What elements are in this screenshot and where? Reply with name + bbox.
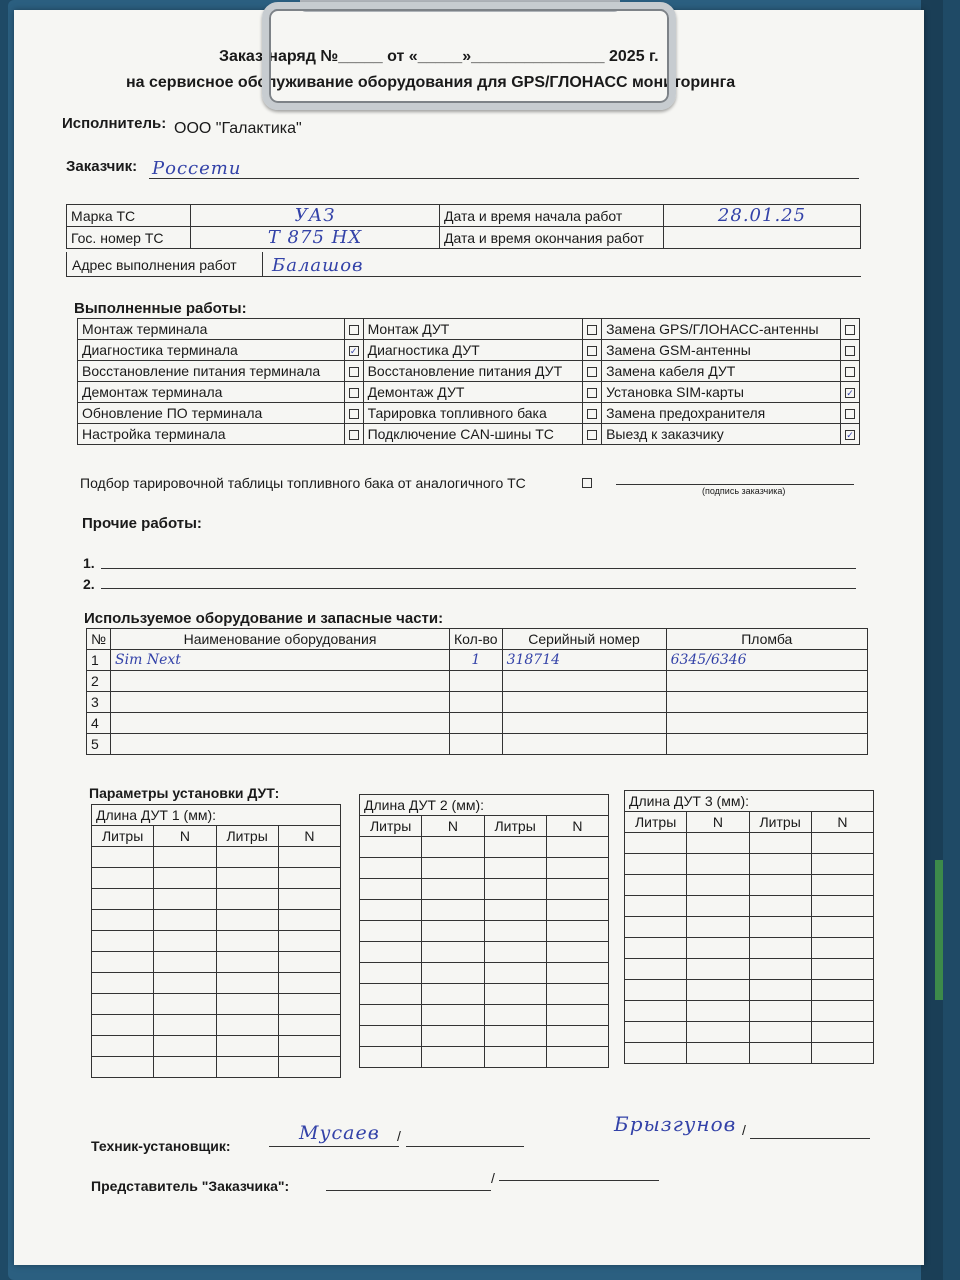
dut-cell[interactable] xyxy=(92,1036,154,1057)
background-object xyxy=(935,860,943,1000)
dut-cell[interactable] xyxy=(216,931,278,952)
dut-cell[interactable] xyxy=(625,833,687,854)
dut-cell[interactable] xyxy=(749,854,811,875)
dut-table xyxy=(624,790,874,1064)
work-item-checkbox-cell xyxy=(841,403,860,424)
work-item-checkbox[interactable] xyxy=(349,325,359,335)
dut-cell[interactable] xyxy=(484,942,546,963)
eq-header-seal: Пломба xyxy=(666,629,867,650)
dut-col-header: Литры xyxy=(749,812,811,833)
dut-cell[interactable] xyxy=(278,994,340,1015)
work-item-checkbox[interactable] xyxy=(349,430,359,440)
dut-table xyxy=(91,804,341,1078)
dut-cell[interactable] xyxy=(360,1026,422,1047)
dut-cell[interactable] xyxy=(811,980,873,1001)
tech-sig-line-3 xyxy=(750,1138,870,1139)
slash-3: / xyxy=(491,1170,495,1186)
dut-col-header: Литры xyxy=(92,826,154,847)
dut-cell[interactable] xyxy=(484,963,546,984)
dut-cell[interactable] xyxy=(749,980,811,1001)
customer-signature-line xyxy=(616,484,854,485)
eq-cell-name xyxy=(111,692,450,713)
dut-cell[interactable] xyxy=(625,938,687,959)
dut-cell[interactable] xyxy=(811,1001,873,1022)
dut-cell[interactable] xyxy=(811,1022,873,1043)
start-label: Дата и время начала работ xyxy=(440,205,664,227)
dut-cell[interactable] xyxy=(92,931,154,952)
dut-cell[interactable] xyxy=(546,984,608,1005)
other-work-1-number: 1. xyxy=(83,555,95,571)
tank-table-checkbox[interactable] xyxy=(582,478,592,488)
eq-header-no: № xyxy=(87,629,111,650)
work-item-label: Выезд к заказчику xyxy=(602,424,841,445)
dut-cell[interactable] xyxy=(687,938,749,959)
dut-cell[interactable] xyxy=(749,917,811,938)
work-item-checkbox[interactable] xyxy=(349,367,359,377)
dut-cell[interactable] xyxy=(484,1047,546,1068)
plate-value: Т 875 НХ xyxy=(267,227,363,248)
work-item-checkbox-cell xyxy=(344,361,363,382)
dut-cell[interactable] xyxy=(278,952,340,973)
dut-cell[interactable] xyxy=(625,854,687,875)
dut-col-header: N xyxy=(154,826,216,847)
eq-cell-seal: 6345/6346 xyxy=(666,650,867,671)
dut-cell[interactable] xyxy=(216,889,278,910)
technician-signature-2: Брызгунов xyxy=(614,1112,737,1136)
dut-cell[interactable] xyxy=(546,942,608,963)
dut-cell[interactable] xyxy=(625,1001,687,1022)
customer-rep-label: Представитель "Заказчика": xyxy=(91,1178,290,1194)
dut-cell[interactable] xyxy=(811,1043,873,1064)
dut-cell[interactable] xyxy=(216,910,278,931)
dut-cell[interactable] xyxy=(422,900,484,921)
dut-cell[interactable] xyxy=(687,959,749,980)
dut-cell[interactable] xyxy=(278,889,340,910)
eq-cell-seal xyxy=(666,692,867,713)
equipment-title: Используемое оборудование и запасные части: xyxy=(84,610,444,627)
work-order-sheet xyxy=(14,10,924,1265)
dut-cell[interactable] xyxy=(216,952,278,973)
vehicle-table xyxy=(66,204,861,249)
dut-cell[interactable] xyxy=(811,896,873,917)
dut-cell[interactable] xyxy=(687,1043,749,1064)
signature-caption: (подпись заказчика) xyxy=(702,486,786,496)
work-item-label: Демонтаж ДУТ xyxy=(363,382,583,403)
eq-cell-name xyxy=(111,713,450,734)
tank-table-label: Подбор тарировочной таблицы топливного бака от аналогичного ТС xyxy=(80,475,526,491)
dut-cell[interactable] xyxy=(749,1022,811,1043)
dut-cell[interactable] xyxy=(546,963,608,984)
work-item-checkbox-cell xyxy=(583,319,602,340)
work-item-checkbox-cell xyxy=(841,382,860,403)
dut-cell[interactable] xyxy=(422,837,484,858)
dut-cell[interactable] xyxy=(154,889,216,910)
doc-title-line2: на сервисное обслуживание оборудования для GPS/ГЛОНАСС мониторинга xyxy=(126,74,736,91)
dut-cell[interactable] xyxy=(154,1015,216,1036)
dut-length-label: Длина ДУТ 1 (мм): xyxy=(92,805,341,826)
dut-cell[interactable] xyxy=(216,868,278,889)
dut-cell[interactable] xyxy=(92,868,154,889)
executor-value: ООО "Галактика" xyxy=(174,120,302,137)
other-work-1-line xyxy=(101,568,856,569)
customer-label: Заказчик: xyxy=(66,158,138,175)
dut-cell[interactable] xyxy=(360,1047,422,1068)
dut-cell[interactable] xyxy=(687,833,749,854)
dut-col-header: N xyxy=(687,812,749,833)
end-label: Дата и время окончания работ xyxy=(440,227,664,249)
work-item-checkbox[interactable]: ✓ xyxy=(846,388,854,399)
eq-cell-serial xyxy=(502,734,666,755)
dut-cell[interactable] xyxy=(278,847,340,868)
work-item-checkbox-cell xyxy=(841,361,860,382)
dut-cell[interactable] xyxy=(422,984,484,1005)
work-item-label: Замена GSM-антенны xyxy=(602,340,841,361)
work-item-label: Замена предохранителя xyxy=(602,403,841,424)
dut-cell[interactable] xyxy=(484,900,546,921)
work-item-checkbox[interactable] xyxy=(349,409,359,419)
dut-cell[interactable] xyxy=(154,994,216,1015)
dut-cell[interactable] xyxy=(216,1015,278,1036)
dut-cell[interactable] xyxy=(92,952,154,973)
dut-cell[interactable] xyxy=(360,921,422,942)
dut-cell[interactable] xyxy=(422,963,484,984)
dut-cell[interactable] xyxy=(154,847,216,868)
address-underline xyxy=(66,276,861,277)
dut-cell[interactable] xyxy=(546,1005,608,1026)
dut-cell[interactable] xyxy=(422,1047,484,1068)
dut-cell[interactable] xyxy=(92,910,154,931)
work-item-checkbox[interactable] xyxy=(587,346,597,356)
work-item-checkbox-cell xyxy=(583,403,602,424)
eq-cell-seal xyxy=(666,671,867,692)
dut-cell[interactable] xyxy=(422,879,484,900)
dut-cell[interactable] xyxy=(278,1036,340,1057)
eq-cell-no: 5 xyxy=(87,734,111,755)
work-item-checkbox-cell xyxy=(841,424,860,445)
dut-cell[interactable] xyxy=(360,963,422,984)
dut-cell[interactable] xyxy=(811,833,873,854)
dut-cell[interactable] xyxy=(92,1057,154,1078)
work-item-label: Восстановление питания терминала xyxy=(78,361,345,382)
work-item-checkbox[interactable] xyxy=(845,367,855,377)
dut-cell[interactable] xyxy=(546,879,608,900)
work-item-checkbox-cell xyxy=(841,319,860,340)
eq-cell-no: 3 xyxy=(87,692,111,713)
eq-cell-name: Sim Next xyxy=(111,650,450,671)
dut-cell[interactable] xyxy=(216,847,278,868)
other-works-title: Прочие работы: xyxy=(82,515,202,532)
dut-cell[interactable] xyxy=(278,931,340,952)
work-item-checkbox[interactable]: ✓ xyxy=(846,430,854,441)
dut-cell[interactable] xyxy=(360,900,422,921)
eq-cell-no: 4 xyxy=(87,713,111,734)
dut-cell[interactable] xyxy=(811,938,873,959)
eq-header-serial: Серийный номер xyxy=(502,629,666,650)
dut-col-header: Литры xyxy=(625,812,687,833)
eq-cell-name xyxy=(111,671,450,692)
tech-sig-line-1 xyxy=(269,1146,399,1147)
work-item-checkbox-cell xyxy=(583,340,602,361)
eq-cell-seal xyxy=(666,734,867,755)
dut-cell[interactable] xyxy=(92,973,154,994)
work-item-label: Замена кабеля ДУТ xyxy=(602,361,841,382)
dut-cell[interactable] xyxy=(687,896,749,917)
dut-cell[interactable] xyxy=(625,1043,687,1064)
work-item-checkbox[interactable] xyxy=(587,388,597,398)
eq-cell-serial xyxy=(502,713,666,734)
dut-cell[interactable] xyxy=(422,942,484,963)
dut-cell[interactable] xyxy=(422,858,484,879)
dut-cell[interactable] xyxy=(484,984,546,1005)
dut-cell[interactable] xyxy=(278,868,340,889)
other-work-2-number: 2. xyxy=(83,576,95,592)
dut-length-label: Длина ДУТ 3 (мм): xyxy=(625,791,874,812)
dut-cell[interactable] xyxy=(687,980,749,1001)
eq-cell-name xyxy=(111,734,450,755)
dut-cell[interactable] xyxy=(546,858,608,879)
work-item-checkbox[interactable] xyxy=(845,346,855,356)
eq-cell-qty xyxy=(450,713,503,734)
dut-cell[interactable] xyxy=(811,917,873,938)
dut-cell[interactable] xyxy=(484,921,546,942)
dut-cell[interactable] xyxy=(278,910,340,931)
dut-cell[interactable] xyxy=(92,847,154,868)
work-item-checkbox[interactable] xyxy=(349,388,359,398)
dut-cell[interactable] xyxy=(625,896,687,917)
dut-cell[interactable] xyxy=(154,1057,216,1078)
dut-col-header: N xyxy=(422,816,484,837)
address-value: Балашов xyxy=(272,255,364,276)
dut-cell[interactable] xyxy=(546,1026,608,1047)
work-item-checkbox-cell xyxy=(344,403,363,424)
customer-value: Россети xyxy=(152,158,242,179)
clipboard-edge xyxy=(921,0,943,1280)
dut-cell[interactable] xyxy=(687,917,749,938)
dut-col-header: Литры xyxy=(360,816,422,837)
table-row xyxy=(87,650,868,671)
work-item-checkbox-cell xyxy=(344,424,363,445)
dut-cell[interactable] xyxy=(811,875,873,896)
dut-cell[interactable] xyxy=(154,868,216,889)
dut-cell[interactable] xyxy=(278,1015,340,1036)
dut-cell[interactable] xyxy=(422,921,484,942)
dut-cell[interactable] xyxy=(687,854,749,875)
dut-cell[interactable] xyxy=(625,959,687,980)
dut-cell[interactable] xyxy=(546,900,608,921)
dut-col-header: Литры xyxy=(216,826,278,847)
table-row xyxy=(87,734,868,755)
dut-cell[interactable] xyxy=(625,875,687,896)
dut-cell[interactable] xyxy=(625,980,687,1001)
dut-col-header: N xyxy=(546,816,608,837)
eq-cell-serial xyxy=(502,671,666,692)
dut-cell[interactable] xyxy=(360,858,422,879)
dut-cell[interactable] xyxy=(749,1001,811,1022)
dut-cell[interactable] xyxy=(811,959,873,980)
equipment-table xyxy=(86,628,868,755)
work-item-checkbox-cell xyxy=(344,382,363,403)
technician-signature-1: Мусаев xyxy=(299,1122,380,1144)
eq-cell-seal xyxy=(666,713,867,734)
dut-cell[interactable] xyxy=(749,938,811,959)
dut-cell[interactable] xyxy=(360,879,422,900)
dut-cell[interactable] xyxy=(92,1015,154,1036)
dut-cell[interactable] xyxy=(278,1057,340,1078)
work-item-label: Подключение CAN-шины ТС xyxy=(363,424,583,445)
work-item-checkbox-cell xyxy=(583,382,602,403)
work-item-checkbox-cell xyxy=(583,424,602,445)
dut-1-table-wrap xyxy=(91,804,341,1078)
dut-cell[interactable] xyxy=(216,994,278,1015)
customer-underline xyxy=(149,178,859,179)
dut-cell[interactable] xyxy=(625,1022,687,1043)
executor-label: Исполнитель: xyxy=(62,115,167,132)
dut-col-header: Литры xyxy=(484,816,546,837)
work-item-checkbox[interactable] xyxy=(587,367,597,377)
dut-cell[interactable] xyxy=(687,875,749,896)
work-item-checkbox[interactable]: ✓ xyxy=(349,346,358,357)
rep-sig-line-1 xyxy=(326,1190,491,1191)
slash-1: / xyxy=(397,1128,401,1144)
eq-cell-qty xyxy=(450,671,503,692)
eq-cell-serial xyxy=(502,692,666,713)
address-frame-divider xyxy=(262,252,263,276)
work-item-checkbox[interactable] xyxy=(587,430,597,440)
work-item-label: Обновление ПО терминала xyxy=(78,403,345,424)
dut-cell[interactable] xyxy=(546,837,608,858)
dut-cell[interactable] xyxy=(154,931,216,952)
dut-cell[interactable] xyxy=(216,1036,278,1057)
plate-label: Гос. номер ТС xyxy=(67,227,191,249)
dut-cell[interactable] xyxy=(687,1001,749,1022)
dut-cell[interactable] xyxy=(484,1005,546,1026)
end-value xyxy=(664,227,861,249)
dut-table xyxy=(359,794,609,1068)
brand-value: УАЗ xyxy=(294,205,336,226)
work-item-checkbox-cell xyxy=(841,340,860,361)
dut-cell[interactable] xyxy=(749,896,811,917)
dut-cell[interactable] xyxy=(749,1043,811,1064)
dut-cell[interactable] xyxy=(484,837,546,858)
dut-cell[interactable] xyxy=(216,973,278,994)
eq-cell-qty xyxy=(450,692,503,713)
dut-length-label: Длина ДУТ 2 (мм): xyxy=(360,795,609,816)
dut-cell[interactable] xyxy=(154,952,216,973)
start-value: 28.01.25 xyxy=(717,205,807,226)
dut-cell[interactable] xyxy=(360,837,422,858)
dut-cell[interactable] xyxy=(484,1026,546,1047)
work-item-label: Диагностика ДУТ xyxy=(363,340,583,361)
dut-cell[interactable] xyxy=(216,1057,278,1078)
dut-cell[interactable] xyxy=(484,879,546,900)
work-item-checkbox[interactable] xyxy=(845,325,855,335)
works-title: Выполненные работы: xyxy=(74,300,247,317)
dut-cell[interactable] xyxy=(749,959,811,980)
dut-cell[interactable] xyxy=(546,921,608,942)
eq-cell-no: 1 xyxy=(87,650,111,671)
dut-cell[interactable] xyxy=(360,942,422,963)
work-item-label: Восстановление питания ДУТ xyxy=(363,361,583,382)
works-table xyxy=(77,318,860,445)
brand-label: Марка ТС xyxy=(67,205,191,227)
dut-cell[interactable] xyxy=(749,875,811,896)
clipboard-clip xyxy=(262,2,676,110)
dut-cell[interactable] xyxy=(811,854,873,875)
eq-cell-no: 2 xyxy=(87,671,111,692)
dut-cell[interactable] xyxy=(625,917,687,938)
eq-cell-qty: 1 xyxy=(450,650,503,671)
eq-header-name: Наименование оборудования xyxy=(111,629,450,650)
dut-col-header: N xyxy=(278,826,340,847)
dut-cell[interactable] xyxy=(92,994,154,1015)
work-item-checkbox-cell xyxy=(344,319,363,340)
dut-cell[interactable] xyxy=(92,889,154,910)
other-work-2-line xyxy=(101,588,856,589)
dut-cell[interactable] xyxy=(360,1005,422,1026)
work-item-label: Настройка терминала xyxy=(78,424,345,445)
eq-cell-qty xyxy=(450,734,503,755)
dut-title: Параметры установки ДУТ: xyxy=(89,785,280,801)
table-row xyxy=(87,671,868,692)
dut-cell[interactable] xyxy=(484,858,546,879)
slash-2: / xyxy=(742,1122,746,1138)
work-item-checkbox-cell xyxy=(583,361,602,382)
tech-sig-line-2 xyxy=(406,1146,524,1147)
dut-cell[interactable] xyxy=(278,973,340,994)
dut-2-table-wrap xyxy=(359,794,609,1068)
dut-cell[interactable] xyxy=(154,973,216,994)
work-item-label: Диагностика терминала xyxy=(78,340,345,361)
work-item-label: Замена GPS/ГЛОНАСС-антенны xyxy=(602,319,841,340)
dut-3-table-wrap xyxy=(624,790,874,1064)
eq-cell-serial: 318714 xyxy=(502,650,666,671)
dut-cell[interactable] xyxy=(154,910,216,931)
address-label: Адрес выполнения работ xyxy=(72,257,237,273)
table-row xyxy=(87,692,868,713)
work-item-label: Установка SIM-карты xyxy=(602,382,841,403)
work-item-checkbox[interactable] xyxy=(587,409,597,419)
dut-cell[interactable] xyxy=(360,984,422,1005)
work-item-label: Тарировка топливного бака xyxy=(363,403,583,424)
work-item-label: Монтаж ДУТ xyxy=(363,319,583,340)
dut-cell[interactable] xyxy=(749,833,811,854)
work-item-checkbox[interactable] xyxy=(587,325,597,335)
dut-cell[interactable] xyxy=(422,1005,484,1026)
work-item-checkbox-cell xyxy=(344,340,363,361)
dut-cell[interactable] xyxy=(546,1047,608,1068)
address-frame-left xyxy=(66,252,67,276)
table-row xyxy=(87,713,868,734)
dut-col-header: N xyxy=(811,812,873,833)
dut-cell[interactable] xyxy=(154,1036,216,1057)
dut-cell[interactable] xyxy=(422,1026,484,1047)
rep-sig-line-2 xyxy=(499,1180,659,1181)
dut-cell[interactable] xyxy=(687,1022,749,1043)
eq-header-qty: Кол-во xyxy=(450,629,503,650)
work-item-label: Монтаж терминала xyxy=(78,319,345,340)
doc-title-line1: Заказ-наряд №_____ от «_____»_______________ 2025 г. xyxy=(219,48,659,65)
work-item-label: Демонтаж терминала xyxy=(78,382,345,403)
work-item-checkbox[interactable] xyxy=(845,409,855,419)
technician-label: Техник-установщик: xyxy=(91,1138,231,1154)
